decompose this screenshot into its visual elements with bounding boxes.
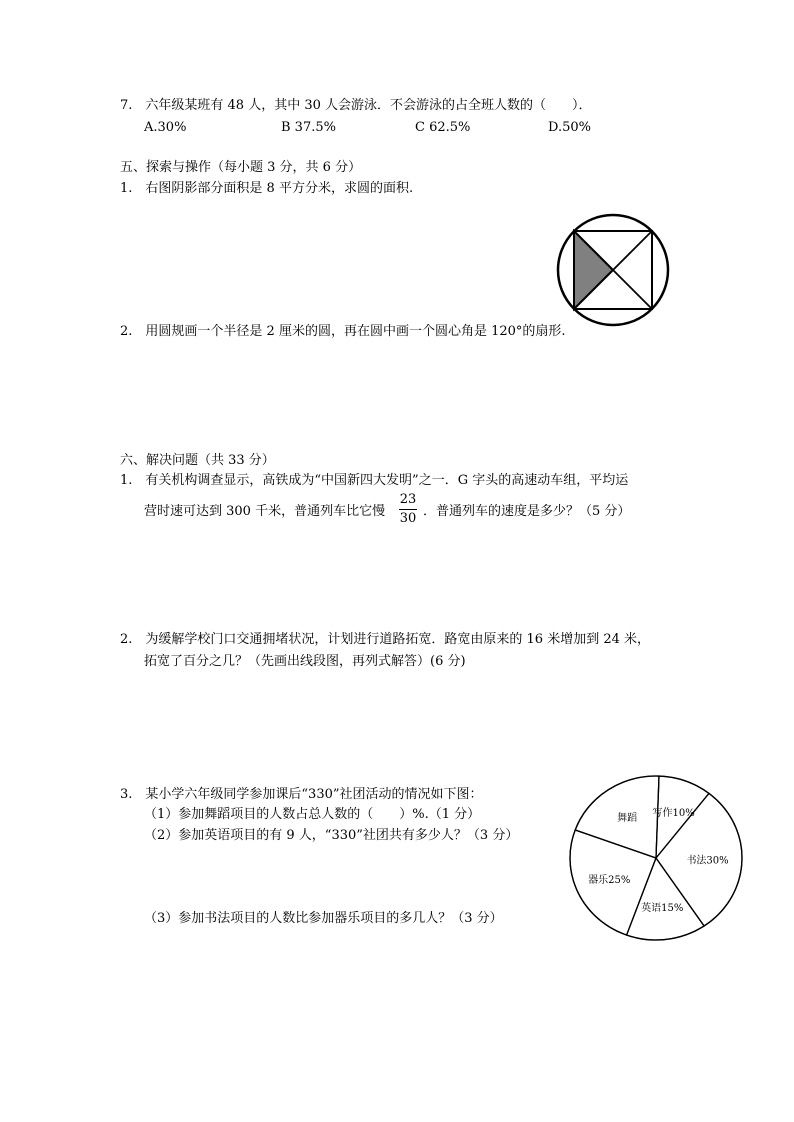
section5-q1: 1. 右图阴影部分面积是 8 平方分米，求圆的面积. [120, 181, 414, 196]
pie-label-3: 书法30% [686, 855, 729, 867]
section6-q2-line2: 拓宽了百分之几？（先画出线段图，再列式解答）(6 分) [144, 654, 466, 669]
fraction-denominator: 30 [399, 511, 417, 526]
pie-label-2: 写作10% [652, 807, 695, 819]
section6-heading: 六、解决问题（共 33 分） [120, 453, 275, 468]
section6-q1-line2a: 营时速可达到 300 千米，普通列车比它慢 [144, 504, 386, 519]
pie-label-1: 舞蹈 [617, 813, 638, 825]
q7-option-b: B 37.5% [281, 120, 336, 135]
pie-chart [568, 774, 744, 944]
section6-q2-line1: 2. 为缓解学校门口交通拥堵状况，计划进行道路拓宽．路宽由原来的 16 米增加到 24 米， [120, 632, 651, 647]
section6-q3-line1: 3. 某小学六年级同学参加课后“330”社团活动的情况如下图： [120, 787, 483, 802]
pie-label-4: 英语15% [641, 902, 684, 914]
section6-q3-sub1: （1）参加舞蹈项目的人数占总人数的（ ）%.（1 分） [144, 807, 481, 822]
fraction-23-30 [396, 492, 420, 527]
fraction-bar [399, 509, 417, 510]
pie-label-5: 器乐25% [588, 874, 631, 886]
fraction-numerator: 23 [399, 492, 417, 507]
q7-option-a: A.30% [144, 120, 187, 135]
q7-text: 7. 六年级某班有 48 人，其中 30 人会游泳．不会游泳的占全班人数的（ ）． [120, 98, 592, 113]
shaded-triangle [574, 231, 613, 309]
section6-q1-line1: 1. 有关机构调查显示，高铁成为“中国新四大发明”之一．G 字头的高速动车组，平均运 [120, 473, 629, 488]
section6-q3-sub2: （2）参加英语项目的有 9 人，“330”社团共有多少人？（3 分） [144, 828, 519, 843]
section5-q2: 2. 用圆规画一个半径是 2 厘米的圆，再在圆中画一个圆心角是 120°的扇形. [120, 324, 566, 339]
circle-square-figure [553, 210, 673, 330]
q7-option-c: C 62.5% [415, 120, 471, 135]
q7-option-d: D.50% [548, 120, 591, 135]
section6-q3-sub3: （3）参加书法项目的人数比参加器乐项目的多几人？（3 分） [144, 911, 503, 926]
section6-q1-line2b: ．普通列车的速度是多少？（5 分） [423, 504, 631, 519]
pie-slice-4 [627, 858, 705, 940]
section5-heading: 五、探索与操作（每小题 3 分，共 6 分） [120, 160, 362, 175]
